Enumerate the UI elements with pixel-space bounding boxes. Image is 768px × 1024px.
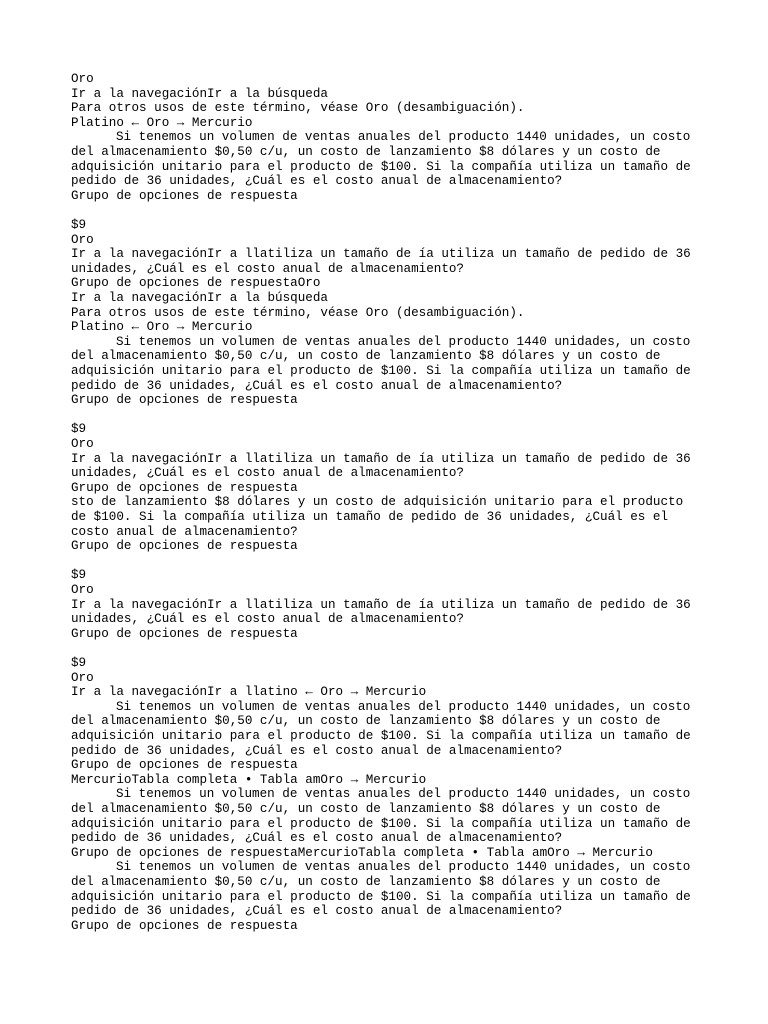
document-text-line: Platino ← Oro → Mercurio [71,320,253,335]
document-text-line: adquisición unitario para el producto de $100. Si la compañía utiliza un tamaño de [71,159,691,174]
document-text-line: del almacenamiento $0,50 c/u, un costo de lanzamiento $8 dólares y un costo de [71,349,661,364]
document-text-line: Si tenemos un volumen de ventas anuales del producto 1440 unidades, un costo [116,699,691,714]
document-text-line: Grupo de opciones de respuesta [71,918,298,933]
document-text-line: Oro [71,583,94,597]
document-text-line: Oro [71,670,94,685]
document-text-line: adquisición unitario para el producto de $100. Si la compañía utiliza un tamaño de [71,729,691,743]
document-text-line: Si tenemos un volumen de ventas anuales del producto 1440 unidades, un costo [116,130,691,145]
document-text-line: Grupo de opciones de respuesta [71,626,298,641]
document-text-line: $9 [71,568,87,583]
document-text-line: adquisición unitario para el producto de $100. Si la compañía utiliza un tamaño de [71,816,691,831]
document-text-line: Grupo de opciones de respuesta [71,480,298,495]
document-text-line: adquisición unitario para el producto de $100. Si la compañía utiliza un tamaño de [71,364,691,378]
document-text-line: MercurioTabla completa • Tabla amOro → Mercurio [71,772,427,787]
document-text-line: del almacenamiento $0,50 c/u, un costo de lanzamiento $8 dólares y un costo de [71,875,661,889]
document-text-line: pedido de 36 unidades, ¿Cuál es el costo anual de almacenamiento? [71,831,563,846]
document-text-line: sto de lanzamiento $8 dólares y un costo de adquisición unitario para el producto [71,495,684,510]
document-text-line: $9 [71,656,87,670]
document-text-line: Oro [71,437,94,451]
document-text-line: pedido de 36 unidades, ¿Cuál es el costo anual de almacenamiento? [71,904,563,919]
document-text-line: Ir a la navegaciónIr a llatiliza un tamaño de ía utiliza un tamaño de pedido de 36 [71,597,691,612]
document-text-line: $9 [71,218,87,232]
document-text-line: pedido de 36 unidades, ¿Cuál es el costo anual de almacenamiento? [71,743,563,758]
document-text-line: Grupo de opciones de respuesta [71,188,298,203]
document-text-line: costo anual de almacenamiento? [71,524,298,539]
document-text-line: Si tenemos un volumen de ventas anuales del producto 1440 unidades, un costo [116,860,691,875]
document-text-line: Grupo de opciones de respuestaMercurioTabla completa • Tabla amOro → Mercurio [71,845,653,860]
document-text-line: Ir a la navegaciónIr a llatiliza un tamaño de ía utiliza un tamaño de pedido de 36 [71,451,691,466]
document-text-line: Grupo de opciones de respuesta [71,758,298,773]
document-text-line: $9 [71,422,87,437]
document-text-line: Grupo de opciones de respuesta [71,539,298,554]
document-text-line: Oro [71,232,94,247]
document-text-line: Para otros usos de este término, véase Oro (desambiguación). [71,101,525,116]
document-text-line: Si tenemos un volumen de ventas anuales del producto 1440 unidades, un costo [116,334,691,349]
document-text-line: adquisición unitario para el producto de $100. Si la compañía utiliza un tamaño de [71,889,691,904]
document-text-line: del almacenamiento $0,50 c/u, un costo de lanzamiento $8 dólares y un costo de [71,145,661,159]
document-text-line: pedido de 36 unidades, ¿Cuál es el costo anual de almacenamiento? [71,378,563,393]
document-text-line: Grupo de opciones de respuestaOro [71,276,321,291]
document-text-line: Platino ← Oro → Mercurio [71,115,253,130]
document-text-line: Ir a la navegaciónIr a llatino ← Oro → Mercurio [71,685,427,700]
document-text-line: unidades, ¿Cuál es el costo anual de almacenamiento? [71,261,464,276]
document-text-line: Para otros usos de este término, véase Oro (desambiguación). [71,305,525,320]
document-text-line: del almacenamiento $0,50 c/u, un costo de lanzamiento $8 dólares y un costo de [71,802,661,816]
document-text-line: unidades, ¿Cuál es el costo anual de almacenamiento? [71,612,464,627]
document-text-line: Ir a la navegaciónIr a llatiliza un tamaño de ía utiliza un tamaño de pedido de 36 [71,247,691,262]
document-text-line: Grupo de opciones de respuesta [71,393,298,408]
document-text-line: del almacenamiento $0,50 c/u, un costo de lanzamiento $8 dólares y un costo de [71,714,661,729]
document-text-line: Oro [71,72,94,86]
document-text-line: Ir a la navegaciónIr a la búsqueda [71,291,328,305]
document-text-line: pedido de 36 unidades, ¿Cuál es el costo anual de almacenamiento? [71,174,563,189]
document-text-line: unidades, ¿Cuál es el costo anual de almacenamiento? [71,466,464,481]
document-text-line: Si tenemos un volumen de ventas anuales del producto 1440 unidades, un costo [116,787,691,802]
document-text-line: de $100. Si la compañía utiliza un tamaño de pedido de 36 unidades, ¿Cuál es el [71,510,669,524]
document-text-line: Ir a la navegaciónIr a la búsqueda [71,86,328,101]
